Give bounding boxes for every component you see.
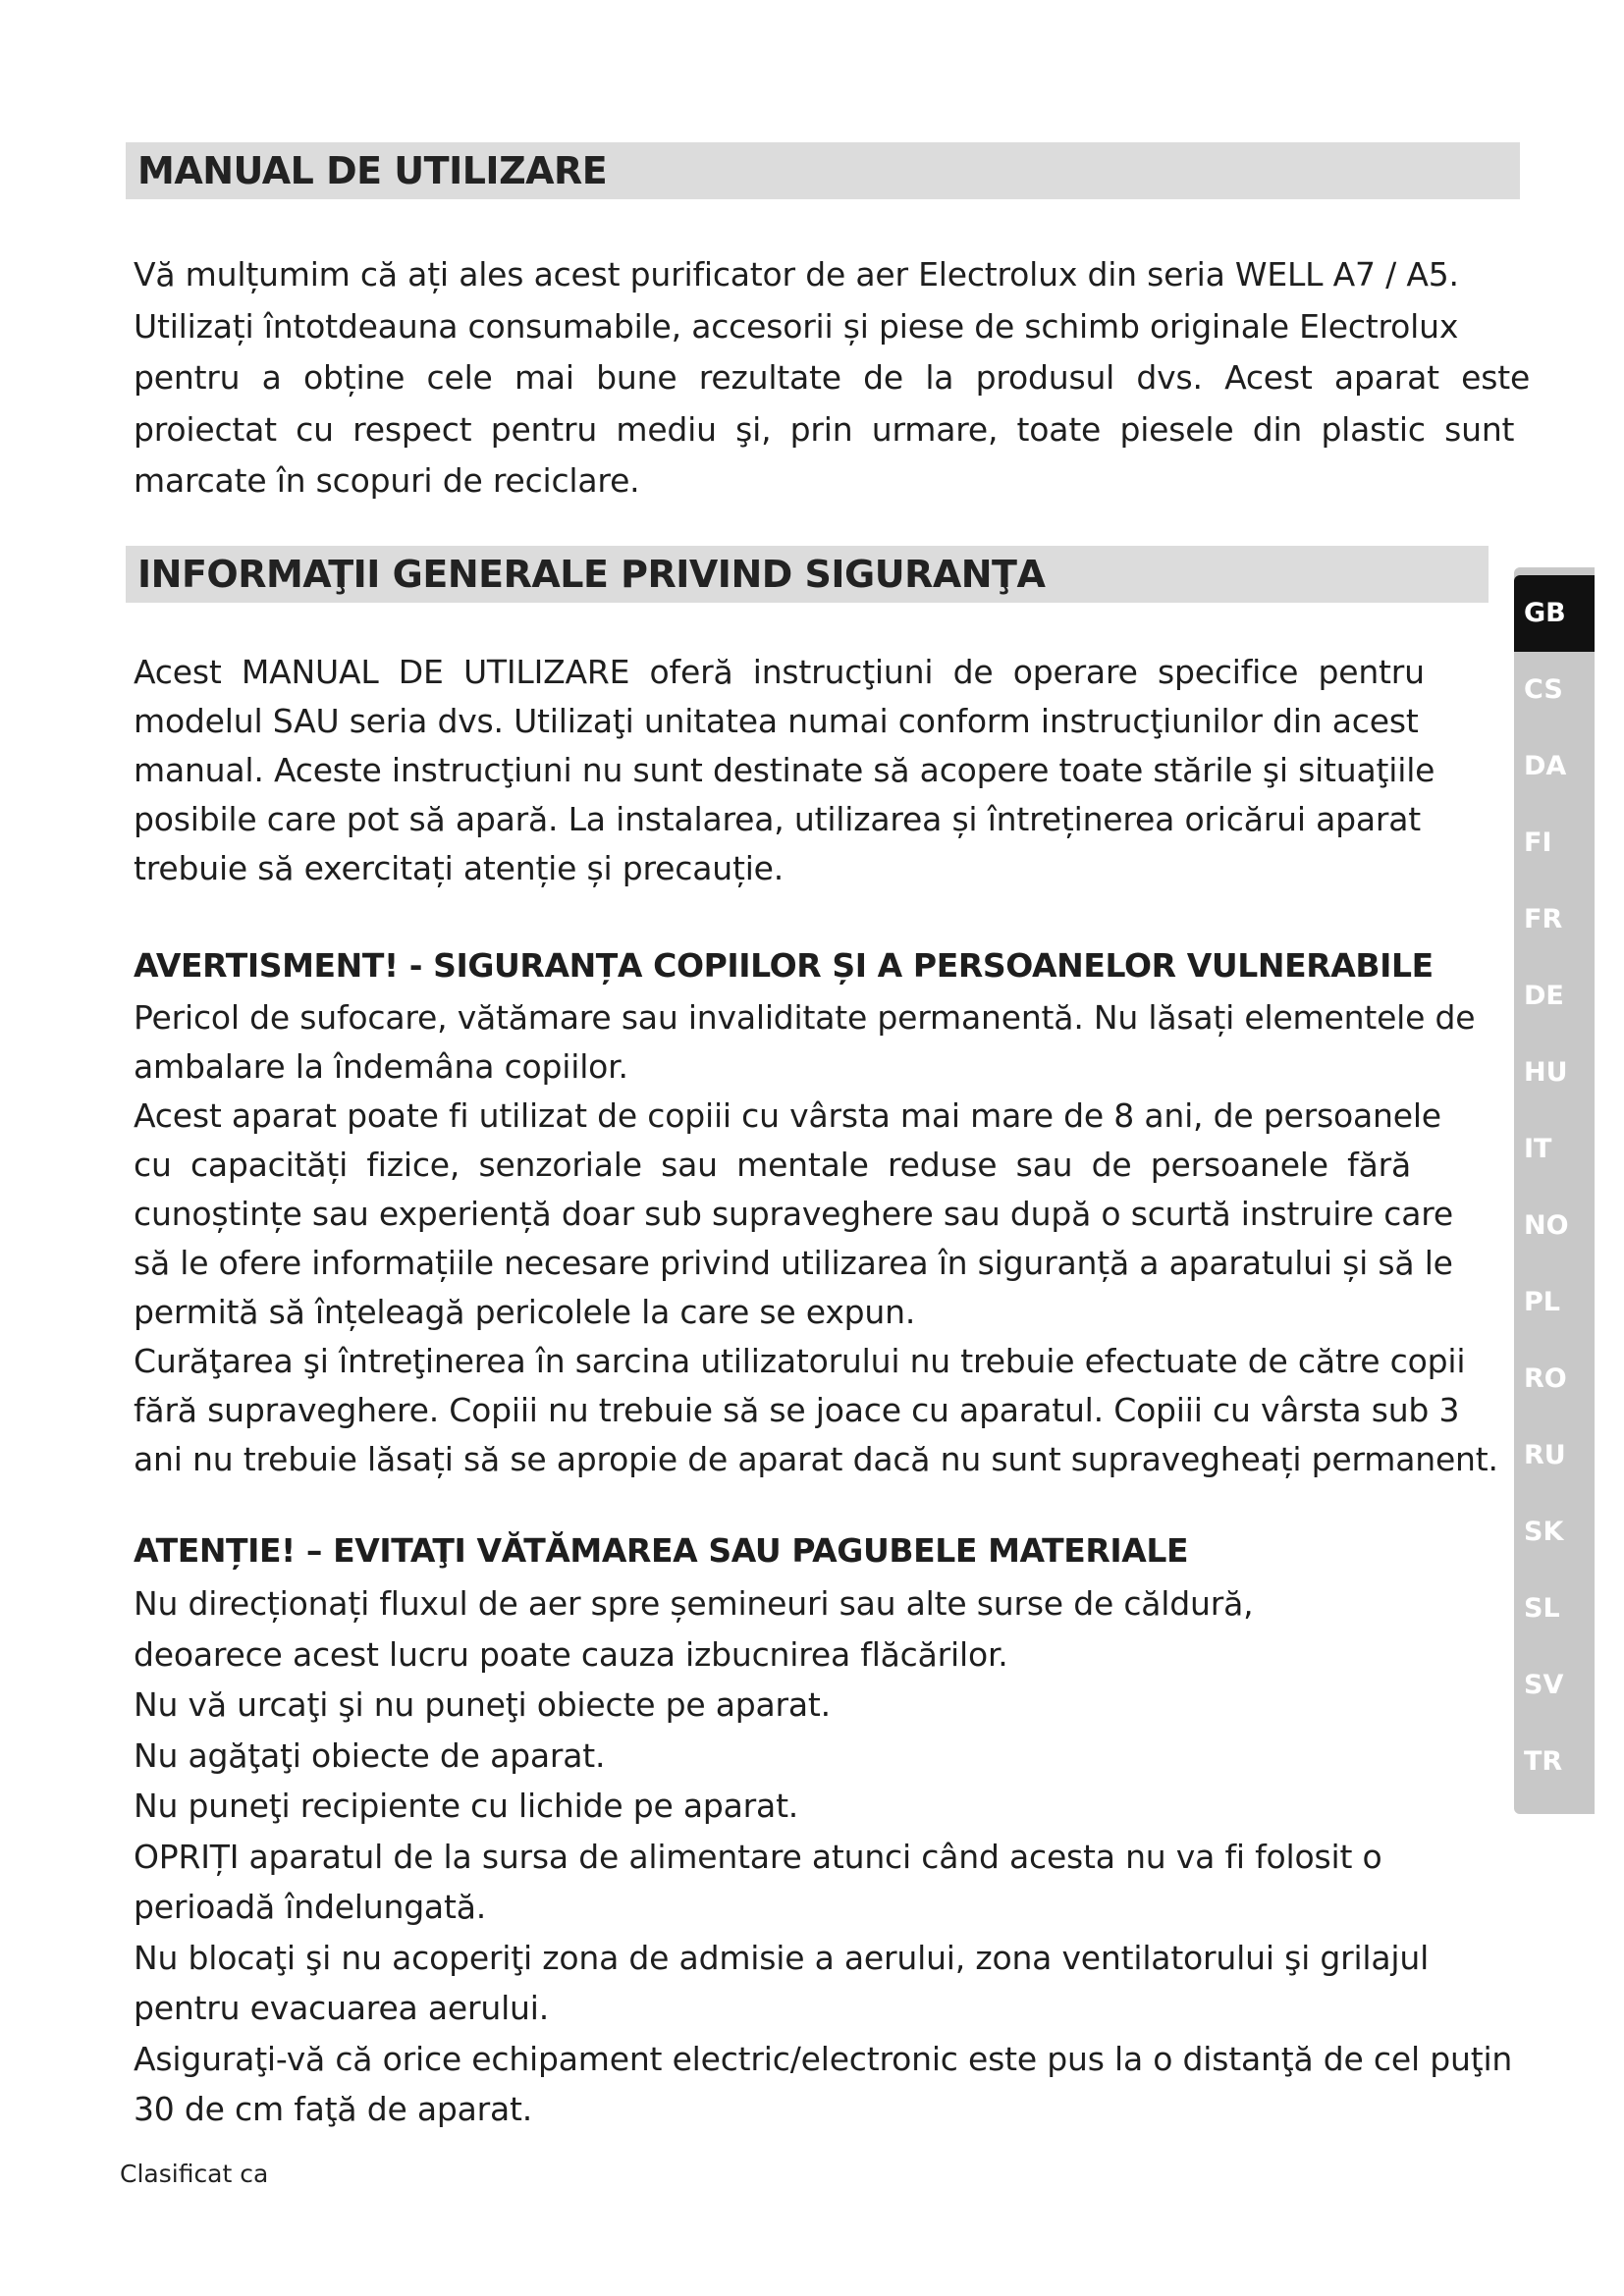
paragraph-line: proiectat cu respect pentru mediu şi, prin urmare, toate piesele din plastic sunt [134, 409, 1515, 449]
language-tab-cs[interactable]: CS [1524, 674, 1563, 705]
language-tab-fr[interactable]: FR [1524, 904, 1563, 934]
warning-title: AVERTISMENT! - SIGURANȚA COPIILOR ȘI A PERSOANELOR VULNERABILE [134, 946, 1434, 985]
caution-line: Nu puneţi recipiente cu lichide pe aparat. [134, 1787, 799, 1825]
heading-informatii-siguranta: INFORMAŢII GENERALE PRIVIND SIGURANŢA [126, 546, 1489, 603]
footer-classification: Clasificat ca [120, 2160, 269, 2188]
paragraph-line: posibile care pot să apară. La instalarea, utilizarea și întreținerea oricărui aparat [134, 800, 1421, 838]
caution-line: deoarece acest lucru poate cauza izbucnirea flăcărilor. [134, 1634, 1008, 1674]
language-tab-gb[interactable]: GB [1514, 575, 1595, 652]
warning-line: cu capacități fizice, senzoriale sau mentale reduse sau de persoanele fără [134, 1146, 1411, 1184]
caution-line: 30 de cm faţă de aparat. [134, 2090, 533, 2128]
language-tab-no[interactable]: NO [1524, 1210, 1569, 1241]
heading-manual-de-utilizare: MANUAL DE UTILIZARE [126, 142, 1520, 199]
caution-line: pentru evacuarea aerului. [134, 1989, 550, 2027]
intro-paragraph [134, 249, 1547, 507]
warning-line: Pericol de sufocare, vătămare sau invaliditate permanentă. Nu lăsați elementele de [134, 998, 1476, 1037]
warning-line: să le ofere informațiile necesare privind utilizarea în siguranță a aparatului și să le [134, 1244, 1453, 1282]
warning-line: permită să înțeleagă pericolele la care se expun. [134, 1293, 916, 1331]
paragraph-line: trebuie să exercitați atenție și precauție. [134, 849, 785, 887]
paragraph-line: Vă mulțumim că ați ales acest purificator de aer Electrolux din seria WELL A7 / A5. [134, 255, 1459, 294]
caution-line: Nu direcționați fluxul de aer spre șemineuri sau alte surse de căldură, [134, 1584, 1254, 1623]
caution-line: Asiguraţi-vă că orice echipament electric/electronic este pus la o distanţă de cel puţin [134, 2039, 1513, 2078]
language-tab-ru[interactable]: RU [1524, 1440, 1566, 1470]
general-safety-paragraph [134, 648, 1508, 893]
language-tab-da[interactable]: DA [1524, 751, 1567, 781]
warning-line: ani nu trebuie lăsați să se apropie de aparat dacă nu sunt supravegheați permanent. [134, 1440, 1498, 1478]
warning-line: ambalare la îndemâna copiilor. [134, 1047, 628, 1086]
paragraph-line: marcate în scopuri de reciclare. [134, 461, 640, 500]
warning-line: Acest aparat poate fi utilizat de copiii cu vârsta mai mare de 8 ani, de persoanele [134, 1096, 1441, 1135]
warning-line: cunoștințe sau experiență doar sub supraveghere sau după o scurtă instruire care [134, 1195, 1453, 1233]
language-tab-tr[interactable]: TR [1524, 1746, 1563, 1777]
paragraph-line: manual. Aceste instrucţiuni nu sunt destinate să acopere toate stările şi situaţiile [134, 751, 1435, 789]
paragraph-line: Acest MANUAL DE UTILIZARE oferă instrucţiuni de operare specifice pentru [134, 653, 1425, 691]
language-tab-fi[interactable]: FI [1524, 828, 1552, 858]
caution-line: Nu vă urcaţi şi nu puneţi obiecte pe aparat. [134, 1685, 831, 1724]
language-tab-sl[interactable]: SL [1524, 1593, 1560, 1624]
language-tab-sv[interactable]: SV [1524, 1670, 1564, 1700]
paragraph-line: modelul SAU seria dvs. Utilizaţi unitatea numai conform instrucţiunilor din acest [134, 702, 1419, 740]
paragraph-line: Utilizați întotdeauna consumabile, accesorii și piese de schimb originale Electrolux [134, 306, 1459, 346]
language-tab-hu[interactable]: HU [1524, 1057, 1568, 1088]
caution-paragraph [134, 1578, 1547, 2135]
caution-line: Nu blocaţi şi nu acoperiţi zona de admisie a aerului, zona ventilatorului şi grilajul [134, 1938, 1430, 1977]
warning-line: Curăţarea şi întreţinerea în sarcina utilizatorului nu trebuie efectuate de către copii [134, 1342, 1466, 1380]
language-tab-de[interactable]: DE [1524, 981, 1564, 1011]
caution-line: Nu agăţaţi obiecte de aparat. [134, 1735, 606, 1775]
warning-line: fără supraveghere. Copiii nu trebuie să se joace cu aparatul. Copiii cu vârsta sub 3 [134, 1391, 1460, 1429]
caution-line: perioadă îndelungată. [134, 1888, 487, 1926]
language-tab-pl[interactable]: PL [1524, 1287, 1560, 1317]
paragraph-line: pentru a obține cele mai bune rezultate de la produsul dvs. Acest aparat este [134, 358, 1531, 397]
warning-paragraph [134, 993, 1528, 1484]
language-tab-it[interactable]: IT [1524, 1134, 1552, 1164]
caution-title: ATENȚIE! – EVITAŢI VĂTĂMAREA SAU PAGUBELE MATERIALE [134, 1531, 1189, 1570]
language-tab-sk[interactable]: SK [1524, 1517, 1564, 1547]
language-tab-ro[interactable]: RO [1524, 1363, 1567, 1394]
caution-line: OPRIȚI aparatul de la sursa de alimentare atunci când acesta nu va fi folosit o [134, 1837, 1382, 1876]
